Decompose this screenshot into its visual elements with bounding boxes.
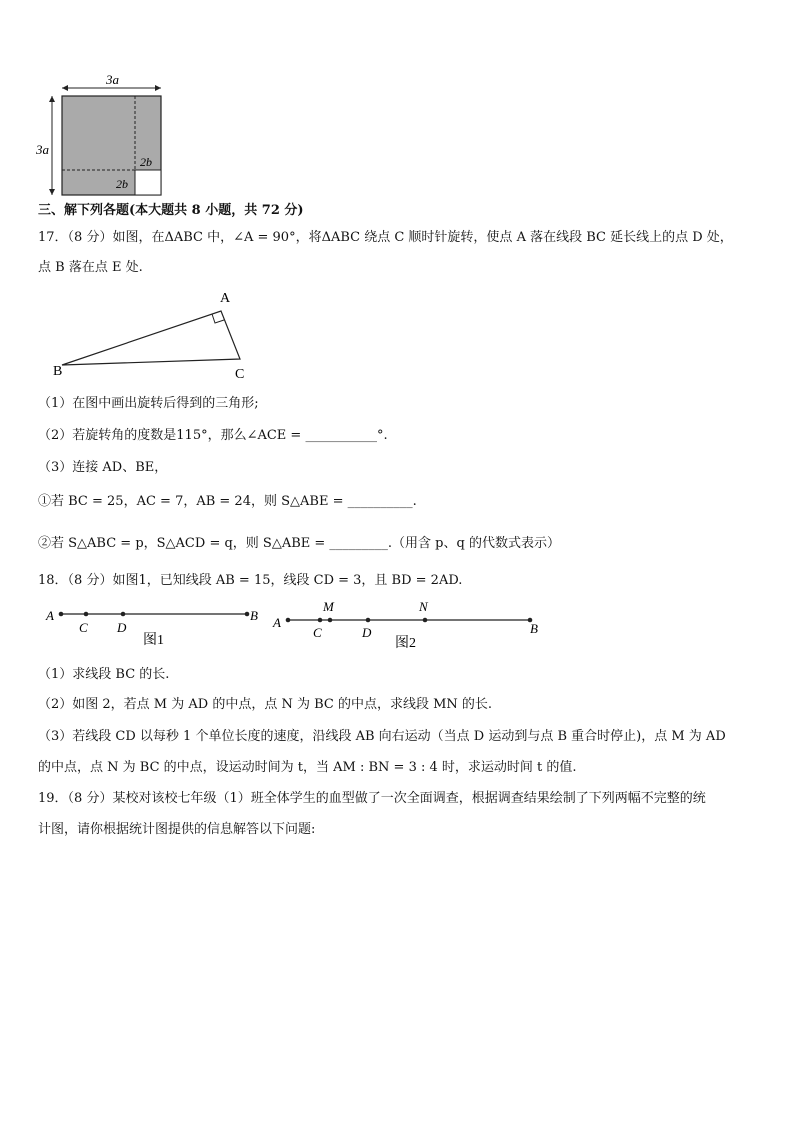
q17-header-cont: 点 B 落在点 E 处.: [38, 260, 143, 275]
fig2-caption: 图2: [395, 636, 416, 651]
fig1-label-b: B: [250, 608, 258, 623]
q18-figure-1: [40, 598, 270, 650]
q18-part2: （2）如图 2，若点 M 为 AD 的中点，点 N 为 BC 的中点，求线段 MN 的长.: [38, 697, 493, 712]
fig1-label-c: C: [79, 620, 88, 635]
label-inner-2b-bottom: 2b: [116, 177, 128, 191]
label-inner-2b-right: 2b: [140, 155, 152, 169]
fig2-label-d: D: [362, 625, 372, 640]
q18-figure-2: [268, 597, 558, 655]
fig1-caption: 图1: [143, 633, 164, 648]
fig2-label-a: A: [273, 615, 281, 630]
q18-header: 18．（8 分）如图1，已知线段 AB = 15，线段 CD = 3，且 BD = 2AD.: [38, 573, 463, 588]
q18-part1: （1）求线段 BC 的长.: [38, 667, 170, 682]
tri-label-a: A: [220, 291, 231, 306]
q17-part1: （1）在图中画出旋转后得到的三角形;: [38, 396, 259, 411]
fig2-label-b: B: [530, 621, 538, 636]
fig2-label-n: N: [419, 599, 428, 614]
fig1-label-d: D: [117, 620, 127, 635]
q17-part2: （2）若旋转角的度数是115°，那么∠ACE = ___________°.: [38, 428, 388, 443]
q17-sub1: ①若 BC = 25，AC = 7，AB = 24，则 S△ABE = __________.: [38, 494, 417, 509]
tri-label-b: B: [53, 364, 63, 379]
q17-sub2: ②若 S△ABC = p，S△ACD = q，则 S△ABE = _________.（用含 p、q 的代数式表示）: [38, 536, 560, 551]
q18-part3-line1: （3）若线段 CD 以每秒 1 个单位长度的速度，沿线段 AB 向右运动（当点 D 运动到与点 B 重合时停止)，点 M 为 AD: [38, 729, 726, 744]
fig2-label-c: C: [313, 625, 322, 640]
label-side-3a: 3a: [36, 142, 49, 157]
tri-label-c: C: [235, 367, 245, 382]
square-area-figure: [30, 70, 180, 205]
fig1-label-a: A: [46, 608, 54, 623]
label-top-3a: 3a: [106, 72, 119, 87]
q17-header: 17．（8 分）如图，在ΔABC 中，∠A = 90°，将ΔABC 绕点 C 顺时针旋转，使点 A 落在线段 BC 延长线上的点 D 处，: [38, 230, 733, 245]
q19-header-line1: 19．（8 分）某校对该校七年级（1）班全体学生的血型做了一次全面调查，根据调查结果绘制了下列两幅不完整的统: [38, 791, 706, 806]
q17-triangle-figure: [50, 286, 260, 386]
q17-part3: （3）连接 AD、BE，: [38, 460, 168, 475]
section-title: 三、解下列各题(本大题共 8 小题，共 72 分): [38, 203, 304, 218]
fig2-label-m: M: [323, 599, 334, 614]
q18-part3-line2: 的中点，点 N 为 BC 的中点，设运动时间为 t，当 AM : BN = 3 : 4 时，求运动时间 t 的值.: [38, 760, 577, 775]
q19-header-line2: 计图，请你根据统计图提供的信息解答以下问题:: [38, 822, 316, 837]
